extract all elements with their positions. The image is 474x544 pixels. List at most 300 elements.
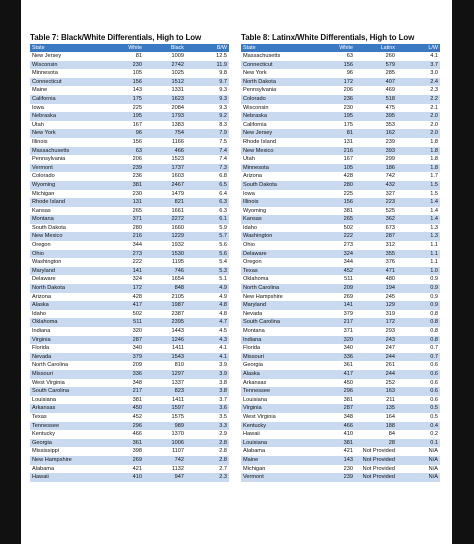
cell-white: 398 [132, 448, 142, 455]
table-row [241, 155, 440, 164]
cell-state: Georgia [243, 362, 263, 369]
cell-group: 1654 [171, 276, 184, 283]
cell-group: 84 [388, 431, 395, 438]
cell-white: 167 [343, 156, 353, 163]
cell-white: 344 [343, 259, 353, 266]
cell-group: 1383 [171, 121, 184, 128]
cell-white: 381 [343, 439, 353, 446]
cell-state: New Jersey [32, 53, 62, 59]
cell-white: 230 [343, 104, 353, 111]
cell-state: Utah [243, 156, 255, 163]
cell-ratio: 1.8 [430, 164, 438, 171]
cell-ratio: N/A [428, 456, 438, 463]
cell-state: South Dakota [32, 224, 66, 231]
cell-white: 206 [132, 156, 142, 163]
table-row [241, 430, 440, 439]
cell-group: 1530 [171, 250, 184, 257]
cell-group: 2467 [171, 181, 184, 188]
cell-state: Iowa [32, 104, 44, 111]
cell-ratio: 2.0 [430, 130, 438, 137]
cell-white: 216 [343, 147, 353, 154]
cell-ratio: 0.5 [430, 413, 438, 420]
table-row [30, 456, 229, 465]
cell-ratio: 0.2 [430, 431, 438, 438]
cell-group: 1479 [171, 190, 184, 197]
cell-ratio: 5.6 [219, 250, 227, 257]
cell-group: 327 [385, 190, 395, 197]
cell-white: 381 [132, 396, 142, 403]
header-ratio: L/W [428, 45, 438, 51]
cell-white: 222 [132, 259, 142, 266]
cell-group: 244 [385, 353, 395, 360]
cell-white: 236 [343, 95, 353, 102]
table-row [30, 61, 229, 70]
cell-ratio: 2.8 [219, 448, 227, 455]
cell-state: Delaware [32, 276, 56, 283]
cell-ratio: 1.8 [430, 138, 438, 145]
cell-ratio: 3.9 [219, 370, 227, 377]
cell-ratio: 0.9 [430, 285, 438, 292]
header-white: White [128, 45, 142, 51]
table-row [30, 190, 229, 199]
cell-state: Georgia [32, 439, 52, 446]
cell-white: 348 [343, 413, 353, 420]
cell-state: Wisconsin [32, 61, 58, 68]
cell-ratio: 0.6 [430, 362, 438, 369]
cell-ratio: 2.8 [219, 439, 227, 446]
cell-white: 511 [133, 319, 142, 326]
cell-ratio: 3.6 [219, 405, 227, 412]
cell-ratio: 4.9 [219, 285, 227, 292]
cell-group: 395 [385, 113, 395, 120]
cell-ratio: 9.3 [219, 87, 227, 94]
table-row [241, 69, 440, 78]
cell-white: 63 [346, 53, 353, 59]
cell-ratio: 1.1 [430, 250, 438, 257]
table-header [241, 44, 440, 52]
cell-white: 371 [343, 328, 353, 334]
cell-white: 156 [343, 199, 353, 206]
cell-white: 195 [132, 113, 142, 120]
cell-ratio: 5.1 [219, 276, 227, 283]
cell-state: Maine [243, 456, 259, 463]
cell-white: 105 [132, 70, 142, 77]
table-header [30, 44, 229, 52]
table-title: Table 8: Latinx/White Differentials, High to Low [241, 33, 415, 42]
table-row [30, 439, 229, 448]
cell-state: Maryland [32, 267, 56, 274]
table-row [241, 164, 440, 173]
cell-ratio: 6.3 [219, 199, 227, 206]
cell-state: West Virginia [32, 379, 65, 386]
cell-group: 1443 [171, 328, 184, 334]
cell-ratio: 3.3 [219, 422, 227, 429]
cell-group: 1166 [171, 138, 184, 145]
cell-group: 285 [385, 70, 395, 77]
table-row [241, 318, 440, 327]
table-row [30, 198, 229, 207]
table-row [30, 78, 229, 87]
table-row [241, 61, 440, 70]
table-row [30, 465, 229, 474]
cell-group: 252 [385, 379, 395, 386]
cell-state: Louisiana [243, 439, 267, 446]
cell-state: Colorado [32, 173, 55, 180]
table-row [241, 241, 440, 250]
cell-group: 1597 [171, 405, 184, 412]
table-row [30, 413, 229, 422]
table-row [241, 267, 440, 276]
cell-state: Alaska [32, 302, 49, 309]
table-row [30, 258, 229, 267]
cell-ratio: 1.7 [430, 173, 438, 180]
cell-ratio: 7.3 [219, 164, 227, 171]
cell-group: 172 [385, 319, 395, 326]
cell-group: 2272 [171, 216, 184, 223]
table-row [241, 190, 440, 199]
table-row [241, 447, 440, 456]
cell-ratio: 0.6 [430, 396, 438, 403]
cell-ratio: 4.9 [219, 293, 227, 300]
cell-state: California [32, 95, 56, 102]
table-row [30, 232, 229, 241]
cell-state: Washington [243, 233, 273, 240]
table-row [30, 387, 229, 396]
cell-ratio: 3.8 [219, 379, 227, 386]
cell-group: 1331 [171, 87, 184, 94]
cell-group: 188 [385, 422, 395, 429]
cell-group: 129 [385, 302, 395, 309]
cell-ratio: 1.4 [430, 199, 438, 206]
cell-white: 381 [343, 396, 353, 403]
cell-ratio: 0.8 [430, 328, 438, 334]
cell-group: 163 [385, 388, 395, 395]
table-row [30, 250, 229, 259]
cell-ratio: 1.0 [430, 267, 438, 274]
cell-group: 1006 [171, 439, 184, 446]
cell-group: 480 [385, 276, 395, 283]
cell-state: New Mexico [243, 147, 274, 154]
cell-white: 141 [343, 302, 353, 309]
cell-ratio: 2.3 [430, 87, 438, 94]
table-row [241, 413, 440, 422]
cell-state: North Carolina [32, 362, 69, 369]
cell-ratio: 1.8 [430, 147, 438, 154]
cell-state: Nevada [243, 310, 263, 317]
cell-white: 217 [343, 319, 353, 326]
cell-ratio: 2.2 [430, 95, 438, 102]
cell-state: Wyoming [243, 207, 267, 214]
cell-group: 260 [385, 53, 395, 59]
cell-state: Washington [32, 259, 62, 266]
cell-state: Kentucky [32, 431, 56, 438]
header-state: State [243, 45, 256, 51]
cell-white: 450 [343, 379, 353, 386]
table-row [241, 387, 440, 396]
cell-state: Oklahoma [32, 319, 58, 326]
cell-state: Oregon [32, 242, 51, 249]
cell-state: Oklahoma [243, 276, 269, 283]
cell-group: 1132 [171, 465, 184, 472]
cell-white: 421 [343, 448, 353, 455]
cell-state: New York [243, 70, 267, 77]
cell-white: 361 [343, 362, 353, 369]
cell-ratio: 2.1 [430, 104, 438, 111]
cell-group: 162 [385, 130, 395, 137]
cell-white: 324 [343, 250, 353, 257]
cell-white: 81 [346, 130, 353, 137]
cell-state: Pennsylvania [32, 156, 66, 163]
cell-group: 1229 [171, 233, 184, 240]
cell-group: 742 [174, 456, 184, 463]
table-body [30, 52, 229, 482]
cell-ratio: 0.5 [430, 405, 438, 412]
cell-state: Utah [32, 121, 44, 128]
cell-group: 1370 [171, 431, 184, 438]
cell-state: Wisconsin [243, 104, 269, 111]
cell-ratio: 4.3 [219, 336, 227, 343]
cell-ratio: 5.7 [219, 233, 227, 240]
table-row [241, 232, 440, 241]
cell-group: 223 [385, 199, 395, 206]
cell-state: New Mexico [32, 233, 63, 240]
cell-white: 225 [343, 190, 353, 197]
cell-white: 421 [132, 465, 142, 472]
cell-ratio: 0.4 [430, 422, 438, 429]
cell-ratio: 1.3 [430, 224, 438, 231]
cell-ratio: N/A [428, 465, 438, 472]
cell-white: 265 [343, 216, 353, 223]
cell-ratio: 0.6 [430, 388, 438, 395]
cell-group: 1987 [171, 302, 184, 309]
table-row [241, 147, 440, 156]
cell-group: 261 [385, 362, 395, 369]
cell-state: Minnesota [243, 164, 269, 171]
cell-white: 222 [343, 233, 353, 240]
cell-white: 172 [343, 78, 353, 85]
cell-ratio: 8.3 [219, 121, 227, 128]
cell-white: 381 [132, 181, 142, 188]
cell-state: Florida [32, 345, 50, 352]
cell-white: 348 [132, 379, 142, 386]
cell-ratio: 5.6 [219, 242, 227, 249]
cell-group: 376 [385, 259, 395, 266]
table-row [241, 284, 440, 293]
table-row [30, 318, 229, 327]
cell-white: 175 [132, 95, 142, 102]
table-row [30, 404, 229, 413]
cell-state: Idaho [32, 310, 46, 317]
cell-state: South Dakota [243, 181, 277, 188]
header-state: State [32, 45, 45, 51]
cell-state: Oregon [243, 259, 262, 266]
cell-state: Massachusetts [243, 53, 281, 59]
cell-white: 466 [132, 431, 142, 438]
cell-ratio: 9.3 [219, 104, 227, 111]
cell-state: Ohio [243, 242, 255, 249]
cell-group: 947 [174, 474, 184, 481]
cell-group: 810 [174, 362, 184, 369]
cell-white: 361 [132, 439, 142, 446]
cell-white: 156 [132, 78, 142, 85]
table-row [30, 344, 229, 353]
cell-ratio: 7.5 [219, 138, 227, 145]
cell-ratio: 2.8 [219, 456, 227, 463]
table-row [30, 361, 229, 370]
cell-state: Mississippi [32, 448, 60, 455]
cell-state: New Hampshire [32, 456, 72, 463]
cell-white: 143 [343, 456, 353, 463]
table-row [241, 258, 440, 267]
cell-group: 432 [385, 181, 395, 188]
table-row [30, 447, 229, 456]
cell-group: 469 [385, 87, 395, 94]
cell-group: 2387 [171, 310, 184, 317]
cell-group: 1512 [171, 78, 184, 85]
table-row [30, 207, 229, 216]
cell-white: 131 [132, 199, 142, 206]
cell-white: 167 [132, 121, 142, 128]
cell-state: Tennessee [243, 388, 271, 395]
cell-white: 269 [132, 456, 142, 463]
table-row [241, 198, 440, 207]
cell-state: Virginia [32, 336, 51, 343]
cell-ratio: 7.9 [219, 130, 227, 137]
cell-ratio: N/A [428, 474, 438, 481]
cell-white: 340 [132, 345, 142, 352]
cell-group: 362 [385, 216, 395, 223]
table-row [241, 207, 440, 216]
table-row [30, 310, 229, 319]
cell-ratio: 0.8 [430, 319, 438, 326]
cell-group: 1411 [171, 396, 184, 403]
cell-white: 379 [343, 310, 353, 317]
header-latinx: Latinx [380, 45, 395, 51]
cell-white: 410 [132, 474, 142, 481]
cell-white: 381 [343, 207, 353, 214]
cell-state: Minnesota [32, 70, 58, 77]
cell-ratio: 6.3 [219, 207, 227, 214]
cell-state: Connecticut [32, 78, 62, 85]
table-7-black-white [30, 33, 229, 482]
cell-ratio: 7.4 [219, 156, 227, 163]
cell-white: 230 [343, 465, 353, 472]
cell-group: 471 [385, 267, 395, 274]
cell-group: 746 [174, 267, 184, 274]
cell-group: 848 [174, 285, 184, 292]
cell-ratio: 9.7 [219, 78, 227, 85]
cell-state: Maine [32, 87, 48, 94]
table-row [30, 370, 229, 379]
cell-white: 324 [132, 276, 142, 283]
table-row [30, 215, 229, 224]
table-row [30, 95, 229, 104]
cell-group: 28 [388, 439, 395, 446]
table-row [30, 86, 229, 95]
cell-group: 1009 [171, 53, 184, 59]
table-row [241, 172, 440, 181]
table-row [30, 181, 229, 190]
cell-white: 450 [132, 405, 142, 412]
cell-white: 336 [132, 370, 142, 377]
table-row [30, 267, 229, 276]
cell-ratio: 0.7 [430, 353, 438, 360]
cell-white: 452 [343, 267, 353, 274]
cell-white: 209 [132, 362, 142, 369]
cell-white: 216 [132, 233, 142, 240]
cell-state: Colorado [243, 95, 266, 102]
cell-group: 2084 [171, 104, 184, 111]
cell-ratio: 1.4 [430, 216, 438, 223]
cell-white: 296 [343, 388, 353, 395]
table-row [241, 396, 440, 405]
table-row [241, 422, 440, 431]
table-row [241, 181, 440, 190]
cell-state: Arkansas [243, 379, 267, 386]
table-row [241, 370, 440, 379]
cell-ratio: 7.4 [219, 147, 227, 154]
cell-group: 319 [385, 310, 395, 317]
cell-ratio: 2.0 [430, 113, 438, 120]
table-title: Table 7: Black/White Differentials, High to Low [30, 33, 202, 42]
cell-ratio: 4.1 [430, 53, 438, 59]
cell-state: Illinois [243, 199, 259, 206]
cell-group: 1737 [171, 164, 184, 171]
cell-white: 296 [132, 422, 142, 429]
cell-ratio: 6.5 [219, 181, 227, 188]
table-row [241, 456, 440, 465]
table-row [30, 155, 229, 164]
cell-ratio: 1.8 [430, 156, 438, 163]
cell-ratio: 6.8 [219, 173, 227, 180]
cell-group: Not Provided [362, 465, 395, 472]
cell-white: 371 [132, 216, 142, 223]
cell-ratio: 5.3 [219, 267, 227, 274]
cell-state: Alabama [32, 465, 55, 472]
cell-ratio: 2.9 [219, 431, 227, 438]
table-row [241, 52, 440, 61]
cell-ratio: 1.5 [430, 181, 438, 188]
cell-white: 273 [132, 250, 142, 257]
cell-state: Nebraska [243, 113, 267, 120]
cell-group: 673 [385, 224, 395, 231]
table-row [30, 473, 229, 482]
table-row [30, 327, 229, 336]
cell-ratio: 4.8 [219, 310, 227, 317]
cell-state: Michigan [32, 190, 55, 197]
cell-group: 355 [385, 250, 395, 257]
cell-white: 175 [343, 121, 353, 128]
cell-state: New York [32, 130, 56, 137]
cell-state: Nevada [32, 353, 52, 360]
cell-group: 1660 [171, 224, 184, 231]
cell-state: Montana [32, 216, 54, 223]
cell-state: Kansas [243, 216, 262, 223]
cell-ratio: 0.9 [430, 302, 438, 309]
cell-ratio: 4.7 [219, 319, 227, 326]
cell-white: 280 [343, 181, 353, 188]
cell-group: 742 [385, 173, 395, 180]
table-row [241, 129, 440, 138]
cell-group: 525 [385, 207, 395, 214]
cell-ratio: 11.9 [216, 61, 227, 68]
table-8-latinx-white [241, 33, 440, 482]
table-row [30, 336, 229, 345]
cell-group: 164 [385, 413, 395, 420]
cell-group: 1543 [171, 353, 184, 360]
cell-group: 1107 [171, 448, 184, 455]
cell-group: 393 [385, 147, 395, 154]
